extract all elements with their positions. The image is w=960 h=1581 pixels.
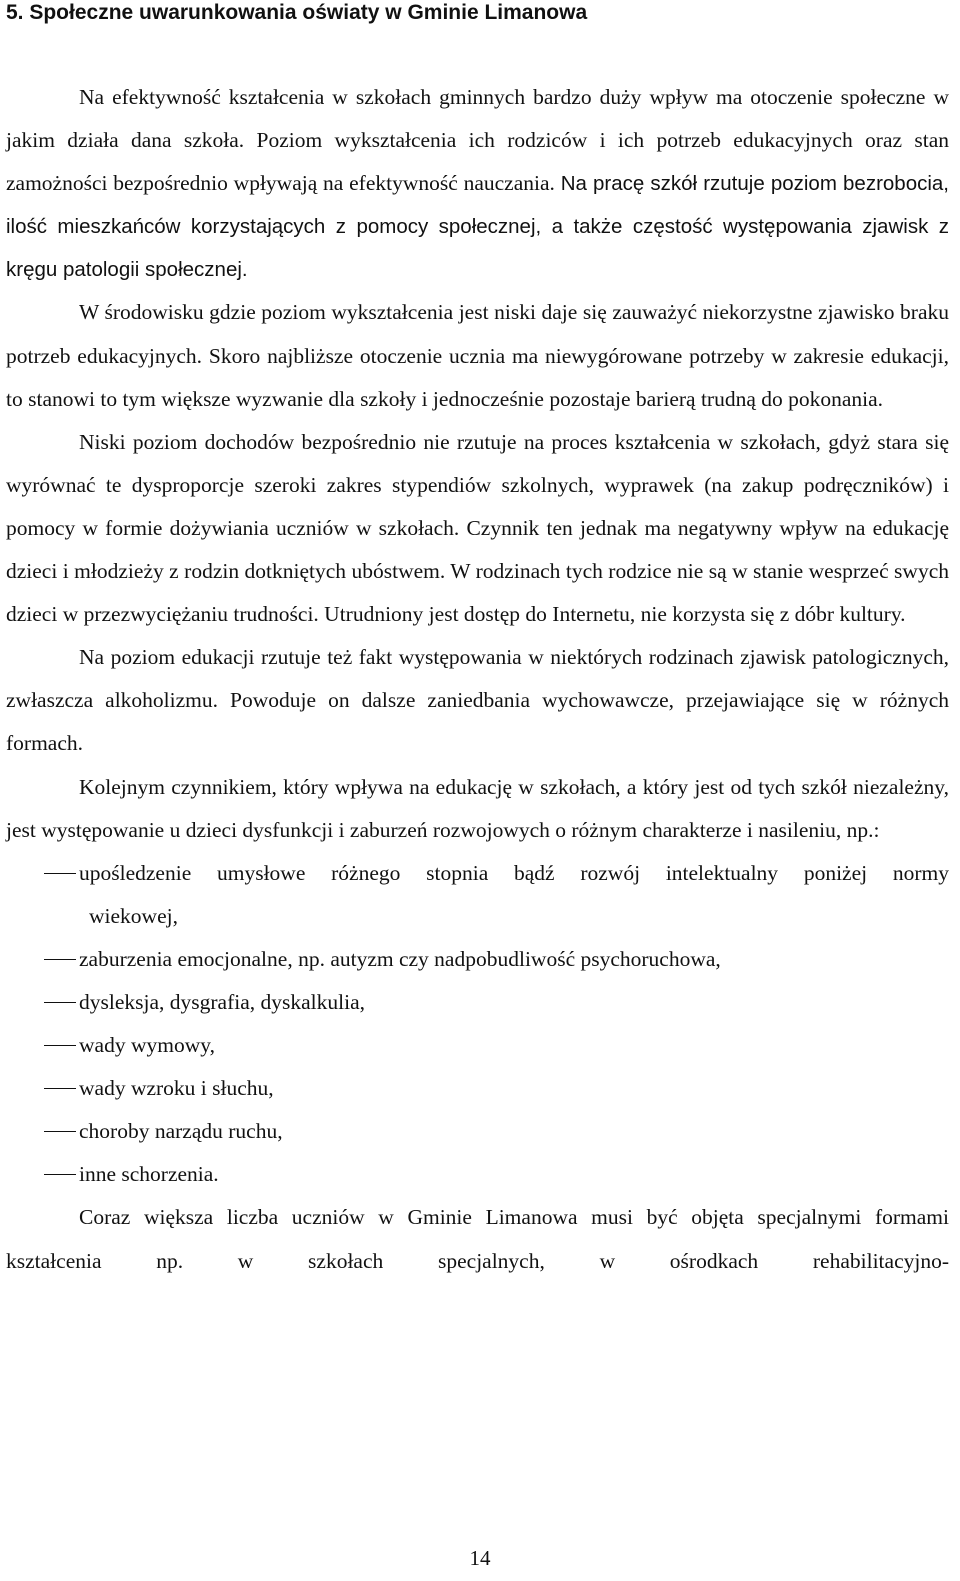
closing-paragraph: Coraz większa liczba uczniów w Gminie Limanowa musi być objęta specjalnymi formami kształcenia np. w szkołach specjalnych, w ośrodkach rehabilitacyjno-: [6, 1205, 949, 1273]
list-item-text: wady wymowy,: [79, 1033, 215, 1058]
list-item: [6, 852, 949, 938]
list-item: [6, 1110, 949, 1153]
dysfunction-list: [6, 852, 949, 1197]
dash-bullet: [44, 1045, 76, 1046]
paragraph-5: Kolejnym czynnikiem, który wpływa na edukację w szkołach, a który jest od tych szkół niezależny, jest występowanie u dzieci dysfunkcji i zaburzeń rozwojowych o różnym charakterze i nasileniu, np.:: [6, 774, 949, 842]
list-item: [6, 938, 949, 981]
list-item: [6, 1024, 949, 1067]
list-item-text: inne schorzenia.: [79, 1162, 219, 1187]
dash-bullet: [44, 1131, 76, 1132]
dash-bullet: [44, 959, 76, 960]
list-item-text: wady wzroku i słuchu,: [79, 1076, 274, 1101]
paragraph-1-part-2: Na pracę szkół rzutuje poziom bezrobocia, ilość mieszkańców korzystających z pomocy społecznej, a także częstość występowania zjawisk z kręgu patologii społecznej.: [6, 172, 949, 282]
paragraph-2: W środowisku gdzie poziom wykształcenia jest niski daje się zauważyć niekorzystne zjawisko braku potrzeb edukacyjnych. Skoro najbliższe otoczenie ucznia ma niewygórowane potrzeby w zakresie edukacji, to stanowi to tym większe wyzwanie dla szkoły i jednocześnie pozostaje barierą trudną do pokonania.: [6, 300, 949, 411]
dash-bullet: [44, 1174, 76, 1175]
list-item-text: zaburzenia emocjonalne, np. autyzm czy nadpobudliwość psychoruchowa,: [79, 946, 721, 971]
page-number: 14: [469, 1546, 491, 1570]
section-title: 5. Społeczne uwarunkowania oświaty w Gminie Limanowa: [6, 1, 588, 24]
paragraph-1-part-1: Na efektywność kształcenia w szkołach gminnych bardzo duży wpływ ma otoczenie społeczne w jakim działa dana szkoła. Poziom wykształcenia ich rodziców i ich potrzeb edukacyjnych oraz stan zamożności bezpośrednio wpływają na efektywność nauczania.: [6, 85, 949, 196]
list-item-text-continued: wiekowej,: [89, 903, 178, 928]
paragraph-1: [6, 76, 949, 291]
list-item-text: choroby narządu ruchu,: [79, 1119, 283, 1144]
paragraph-3: Niski poziom dochodów bezpośrednio nie rzutuje na proces kształcenia w szkołach, gdyż stara się wyrównać te dysproporcje szeroki zakres stypendiów szkolnych, wyprawek (na zakup podręczników) i pomocy w formie dożywiania uczniów w szkołach. Czynnik ten jednak ma negatywny wpływ na edukację dzieci i młodzieży z rodzin dotkniętych ubóstwem. W rodzinach tych rodzice nie są w stanie wesprzeć swych dzieci w przezwyciężaniu trudności. Utrudniony jest dostęp do Internetu, nie korzysta się z dóbr kultury.: [6, 429, 949, 627]
dash-bullet: [44, 873, 76, 874]
list-item: [6, 981, 949, 1024]
document-body: [6, 76, 949, 1283]
dash-bullet: [44, 1088, 76, 1089]
dash-bullet: [44, 1002, 76, 1003]
list-item: [6, 1153, 949, 1196]
paragraph-4: Na poziom edukacji rzutuje też fakt występowania w niektórych rodzinach zjawisk patologicznych, zwłaszcza alkoholizmu. Powoduje on dalsze zaniedbania wychowawcze, przejawiające się w różnych formach.: [6, 645, 949, 756]
list-item: [6, 1067, 949, 1110]
list-item-text: upośledzenie umysłowe różnego stopnia bądź rozwój intelektualny poniżej normy: [79, 860, 949, 885]
list-item-text: dysleksja, dysgrafia, dyskalkulia,: [79, 989, 366, 1014]
